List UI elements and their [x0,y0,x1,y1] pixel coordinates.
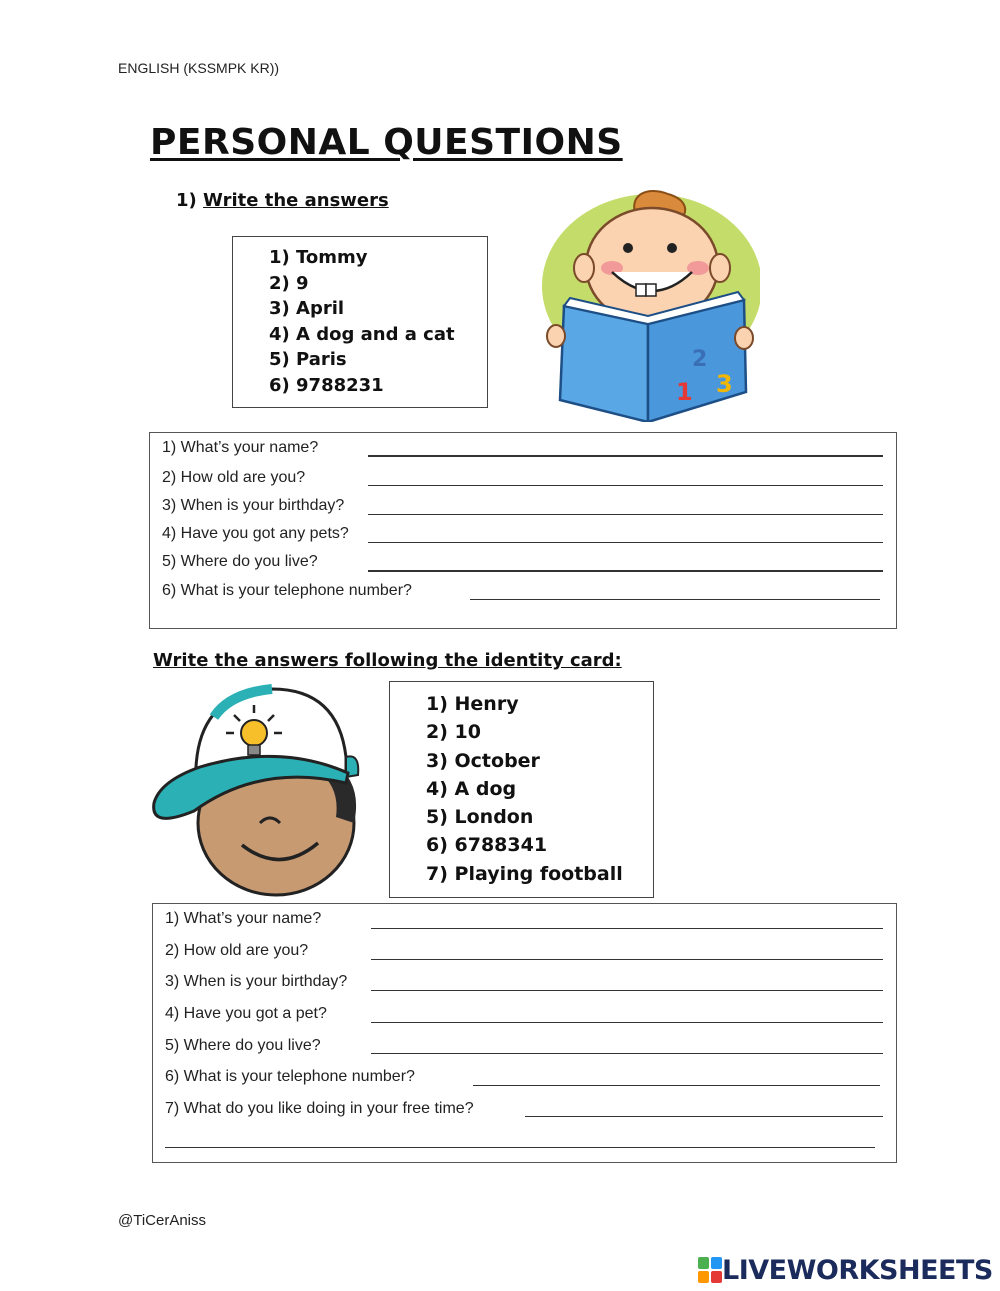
answer-line-2-4[interactable] [371,1022,883,1023]
boy-cap-illustration [150,683,372,901]
answer-line-1-5[interactable] [368,570,883,572]
section1-heading-text: Write the answers [203,190,389,211]
answer-line-2-2[interactable] [371,959,883,960]
answer-line-2-6[interactable] [473,1085,880,1086]
question-1-3: 3) When is your birthday? [162,497,345,514]
tooth-left [636,284,646,296]
question-1-5: 5) Where do you live? [162,553,318,570]
right-hand [735,327,753,349]
answer-2-2: 2) 10 [426,721,481,744]
document-header: ENGLISH (KSSMPK KR)) [118,60,280,76]
answer-1-5: 5) Paris [269,349,347,370]
answer-2-7: 7) Playing football [426,862,623,885]
question-box-1 [149,432,897,629]
left-ear [574,254,594,282]
answer-line-1-6[interactable] [470,599,880,600]
answer-line-2-3[interactable] [371,990,883,991]
answer-card-1 [232,236,488,408]
answer-2-1: 1) Henry [426,693,519,715]
question-2-4: 4) Have you got a pet? [165,1005,327,1022]
book-number-2: 2 [692,347,708,372]
tooth-right [646,284,656,296]
answer-2-3: 3) October [426,749,540,772]
question-1-6: 6) What is your telephone number? [162,582,412,599]
answer-2-4: 4) A dog [426,777,517,800]
question-2-5: 5) Where do you live? [165,1037,321,1054]
answer-1-2: 2) 9 [269,272,309,294]
answer-1-6: 6) 9788231 [269,374,384,396]
answer-1-1: 1) Tommy [269,247,368,268]
right-eye [667,243,677,253]
logo-blocks-icon [698,1257,722,1283]
boy-reading-illustration [540,186,760,422]
lightbulb-base [248,745,260,755]
section1-number: 1) [176,190,197,211]
book-number-3: 3 [716,370,733,398]
lightbulb-icon [241,720,267,746]
logo-text: LIVEWORKSHEETS [722,1254,993,1286]
answer-line-1-2[interactable] [368,485,883,486]
answer-2-6: 6) 6788341 [426,834,548,857]
section1-heading [176,190,389,211]
left-hand [547,325,565,347]
page-title: PERSONAL QUESTIONS [150,122,623,163]
question-2-7: 7) What do you like doing in your free time? [165,1100,474,1117]
section2-heading: Write the answers following the identity card: [153,650,622,671]
question-1-4: 4) Have you got any pets? [162,525,349,542]
question-2-6: 6) What is your telephone number? [165,1068,415,1085]
answer-line-2-7[interactable] [525,1116,883,1117]
left-eye [623,243,633,253]
answer-line-1-1[interactable] [368,455,883,457]
answer-line-2-7-continued[interactable] [165,1147,875,1148]
answer-line-1-3[interactable] [368,514,883,515]
answer-2-5: 5) London [426,806,534,829]
question-1-1: 1) What’s your name? [162,439,319,456]
answer-line-1-4[interactable] [368,542,883,543]
answer-line-2-1[interactable] [371,928,883,929]
author-credit: @TiCerAniss [118,1212,207,1229]
right-ear [710,254,730,282]
book-number-1: 1 [676,378,693,406]
identity-card [389,681,654,898]
liveworksheets-logo [698,1254,993,1286]
book-left-cover [560,306,648,422]
answer-1-3: 3) April [269,298,345,319]
question-box-2 [152,903,897,1163]
question-2-1: 1) What’s your name? [165,910,322,927]
question-2-2: 2) How old are you? [165,942,309,959]
answer-1-4: 4) A dog and a cat [269,323,455,345]
question-1-2: 2) How old are you? [162,469,306,486]
question-2-3: 3) When is your birthday? [165,973,348,990]
answer-line-2-5[interactable] [371,1053,883,1054]
